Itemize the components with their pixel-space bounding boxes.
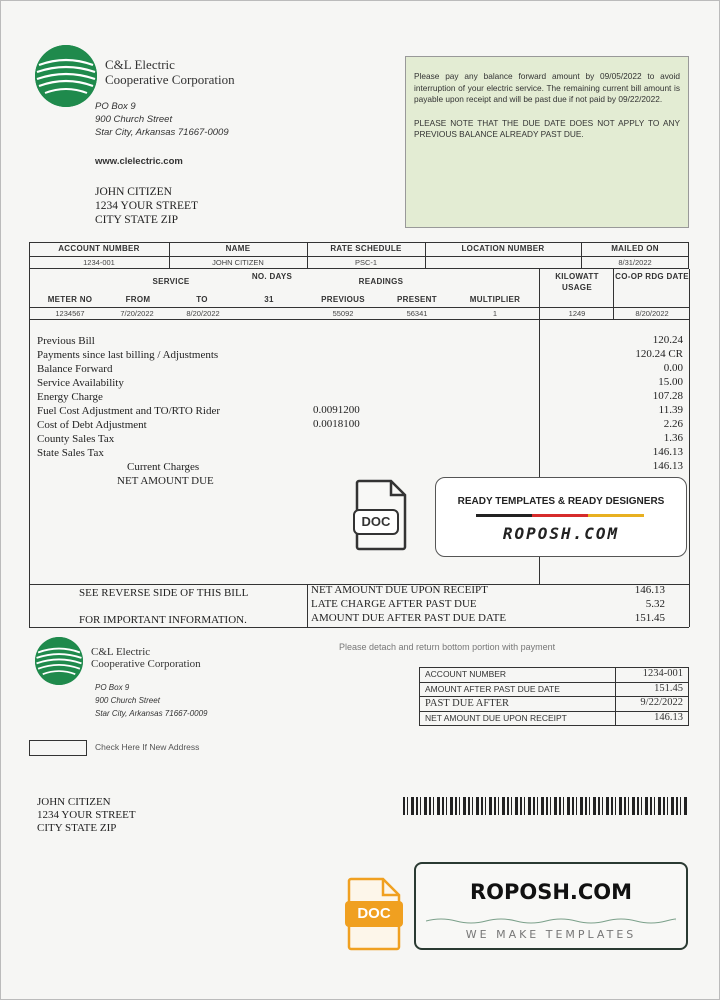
row-from: 7/20/2022 — [120, 309, 154, 318]
barcode — [403, 797, 689, 815]
header-multiplier: MULTIPLIER — [469, 295, 521, 304]
header-mailed-on: MAILED ON — [611, 244, 659, 253]
value-name: JOHN CITIZEN — [212, 258, 264, 267]
summary-amount: 5.32 — [645, 598, 665, 610]
summary-label: NET AMOUNT DUE UPON RECEIPT — [311, 584, 488, 596]
row-to: 8/20/2022 — [186, 309, 220, 318]
stub-company-name-line2: Cooperative Corporation — [91, 658, 201, 670]
promo-tagline: READY TEMPLATES & READY DESIGNERS — [457, 496, 665, 507]
charge-amount: 15.00 — [658, 376, 683, 388]
header-coop-rdg-date: CO-OP RDG DATE — [615, 272, 689, 281]
stub-row-value: 1234-001 — [642, 668, 683, 679]
header-name: NAME — [225, 244, 251, 253]
header-days-count: 31 — [264, 295, 274, 304]
charge-label: Balance Forward — [37, 363, 113, 375]
charge-amount: 120.24 CR — [635, 348, 683, 360]
stub-customer-street: 1234 YOUR STREET — [37, 809, 136, 821]
footer-tagline: WE MAKE TEMPLATES — [465, 928, 637, 941]
stub-row-value: 9/22/2022 — [640, 697, 683, 708]
charge-label: Energy Charge — [37, 391, 103, 403]
stub-row — [419, 697, 689, 711]
notice-paragraph-1: Please pay any balance forward amount by 09/05/2022 to avoid interruption of your electric service. The remaining current bill amount is payable upon receipt and will be past due if not paid by 09/22/2022. — [414, 71, 680, 104]
header-previous: PREVIOUS — [321, 295, 365, 304]
stub-row-label: PAST DUE AFTER — [425, 698, 510, 709]
charge-rate: 0.0091200 — [313, 404, 360, 416]
notice-paragraph-2: PLEASE NOTE THAT THE DUE DATE DOES NOT APPLY TO ANY PREVIOUS BALANCE ALREADY PAST DUE. — [414, 117, 680, 139]
stub-row — [419, 668, 689, 682]
wave-line-icon — [426, 912, 676, 920]
promo-banner — [435, 477, 687, 557]
charge-amount: 120.24 — [652, 334, 683, 346]
stub-row-label: ACCOUNT NUMBER — [425, 669, 507, 679]
promo-brand: ROPOSH.COM — [502, 524, 620, 543]
company-website: www.clelectric.com — [95, 156, 183, 167]
stub-customer-name: JOHN CITIZEN — [37, 796, 111, 808]
customer-street: 1234 YOUR STREET — [95, 200, 199, 212]
company-city: Star City, Arkansas 71667-0009 — [95, 127, 229, 138]
charge-rate: 0.0018100 — [313, 418, 360, 430]
header-present: PRESENT — [397, 295, 437, 304]
charge-amount: 11.39 — [658, 404, 683, 416]
charge-amount: 0.00 — [663, 362, 683, 374]
footer-brand: ROPOSH.COM — [469, 880, 633, 904]
stub-po-box: PO Box 9 — [95, 683, 130, 692]
charge-label: County Sales Tax — [37, 433, 115, 445]
doc-badge-orange: DOC — [345, 901, 403, 927]
flag-stripe-red — [532, 514, 588, 517]
charge-amount: 146.13 — [652, 446, 683, 458]
charge-amount: 1.36 — [663, 432, 683, 444]
value-rate-schedule: PSC-1 — [354, 258, 378, 267]
header-no-days: NO. DAYS — [251, 272, 293, 281]
row-rdg-date: 8/20/2022 — [635, 309, 669, 318]
payment-notice-box — [405, 56, 689, 228]
stub-row-value: 146.13 — [654, 712, 683, 723]
header-service: SERVICE — [152, 277, 190, 286]
charge-label: Previous Bill — [37, 335, 95, 347]
flag-stripe-black — [476, 514, 532, 517]
header-account-number: ACCOUNT NUMBER — [58, 244, 140, 253]
company-name-line2: Cooperative Corporation — [105, 72, 235, 87]
summary-amount: 146.13 — [634, 584, 665, 596]
charge-amount: 2.26 — [663, 418, 683, 430]
header-location-number: LOCATION NUMBER — [461, 244, 545, 253]
reverse-side-note-line2: FOR IMPORTANT INFORMATION. — [79, 614, 247, 626]
summary-amount: 151.45 — [634, 612, 665, 624]
company-logo-icon — [35, 637, 83, 685]
company-street: 900 Church Street — [95, 114, 173, 125]
row-meter-no: 1234567 — [55, 309, 85, 318]
current-charges-label: Current Charges — [127, 461, 200, 473]
summary-label: AMOUNT DUE AFTER PAST DUE DATE — [311, 612, 507, 624]
doc-badge: DOC — [353, 509, 399, 535]
net-amount-due-label: NET AMOUNT DUE — [117, 475, 214, 487]
row-multiplier: 1 — [492, 309, 498, 318]
header-kilowatt-usage: KILOWATT USAGE — [555, 272, 599, 292]
stub-row-label: AMOUNT AFTER PAST DUE DATE — [425, 684, 560, 694]
row-present: 56341 — [406, 309, 428, 318]
value-account-number: 1234-001 — [83, 258, 115, 267]
stub-row — [419, 683, 689, 697]
reverse-side-note-line1: SEE REVERSE SIDE OF THIS BILL — [79, 587, 249, 599]
company-po-box: PO Box 9 — [95, 101, 136, 112]
footer-promo-box — [414, 862, 688, 950]
customer-city: CITY STATE ZIP — [95, 214, 178, 226]
stub-city: Star City, Arkansas 71667-0009 — [95, 709, 208, 718]
summary-label: LATE CHARGE AFTER PAST DUE — [311, 598, 477, 610]
row-previous: 55092 — [332, 309, 354, 318]
charge-amount: 146.13 — [652, 460, 683, 472]
charge-label: Cost of Debt Adjustment — [37, 419, 147, 431]
stub-company-name-line1: C&L Electric — [91, 646, 151, 658]
stub-row — [419, 712, 689, 726]
stub-customer-city: CITY STATE ZIP — [37, 822, 117, 832]
stub-row-label: NET AMOUNT DUE UPON RECEIPT — [425, 713, 567, 723]
new-address-checkbox[interactable] — [29, 740, 87, 756]
charge-label: State Sales Tax — [37, 447, 104, 459]
detach-instruction: Please detach and return bottom portion with payment — [339, 642, 556, 652]
flag-stripe-gold — [588, 514, 644, 517]
customer-name: JOHN CITIZEN — [95, 186, 172, 198]
row-usage: 1249 — [568, 309, 586, 318]
header-to: TO — [196, 295, 208, 304]
header-from: FROM — [125, 295, 151, 304]
header-meter-no: METER NO — [47, 295, 93, 304]
header-readings: READINGS — [358, 277, 404, 286]
value-mailed-on: 8/31/2022 — [618, 258, 652, 267]
new-address-label: Check Here If New Address — [95, 742, 200, 752]
company-logo-icon — [35, 45, 97, 107]
charge-label: Fuel Cost Adjustment and TO/RTO Rider — [37, 405, 220, 417]
charge-label: Service Availability — [37, 377, 124, 389]
charge-amount: 107.28 — [652, 390, 683, 402]
company-name-line1: C&L Electric — [105, 57, 175, 72]
header-rate-schedule: RATE SCHEDULE — [330, 244, 402, 253]
charge-label: Payments since last billing / Adjustments — [37, 349, 219, 361]
stub-row-value: 151.45 — [654, 683, 683, 694]
stub-street: 900 Church Street — [95, 696, 160, 705]
